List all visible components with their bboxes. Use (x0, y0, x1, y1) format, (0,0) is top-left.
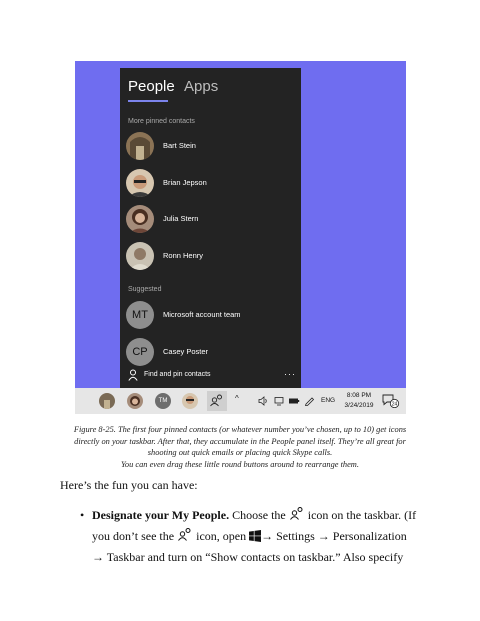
avatar (126, 205, 154, 233)
bullet-item (80, 505, 432, 568)
bullet-line: → Taskbar and turn on “Show contacts on taskbar.” Also specify (92, 550, 404, 564)
tab-apps[interactable]: Apps (184, 78, 219, 95)
figure-caption (55, 424, 425, 470)
volume-icon[interactable] (258, 396, 268, 406)
initials-avatar: MT (126, 301, 154, 329)
pinned-contact-button[interactable] (182, 393, 198, 409)
clock[interactable] (339, 391, 379, 411)
contact-bart-stein[interactable] (126, 132, 296, 162)
bullet-line: Designate your My People. Choose the icon on the taskbar. (If (92, 505, 432, 526)
windows-logo-icon (249, 530, 261, 542)
tab-people[interactable]: People (128, 78, 175, 95)
contact-julia-stern[interactable] (126, 205, 296, 235)
suggested-contact-microsoft[interactable] (126, 301, 296, 331)
people-icon (207, 391, 227, 411)
taskbar (75, 388, 406, 414)
action-center-button[interactable] (382, 394, 400, 408)
caption-line: shooting out quick emails or placing quick Skype calls. (147, 448, 333, 457)
caption-line: directly on your taskbar. After that, they accumulate in the People panel itself. They’re all great for (74, 436, 406, 446)
contact-name: Ronn Henry (163, 251, 204, 260)
pinned-contact-button[interactable] (99, 393, 115, 409)
caption-line: You can even drag these little round buttons around to rearrange them. (121, 459, 359, 469)
initials-avatar: CP (126, 338, 154, 366)
pen-icon[interactable] (304, 395, 315, 406)
caption-line: Figure 8-25. The first four pinned contacts (or whatever number you’ve chosen, up to 10) get icons (73, 425, 407, 434)
contact-name: Microsoft account team (163, 310, 241, 319)
chevron-up-icon[interactable]: ^ (235, 394, 239, 403)
contact-ronn-henry[interactable] (126, 242, 296, 272)
active-tab-indicator (128, 100, 168, 102)
avatar (126, 169, 154, 197)
clock-date: 3/24/2019 (344, 402, 374, 409)
contact-brian-jepson[interactable] (126, 169, 296, 199)
bullet-heading: Designate your My People. (92, 508, 230, 522)
notification-count: 24 (391, 401, 398, 408)
contact-name: Bart Stein (163, 141, 196, 150)
bullet-line: you don’t see the icon, open → Settings → Personalization (92, 526, 432, 547)
network-icon[interactable] (274, 396, 284, 406)
more-options-icon[interactable]: ··· (284, 369, 296, 379)
contact-name: Brian Jepson (163, 178, 207, 187)
people-icon (289, 505, 305, 521)
find-contacts-label: Find and pin contacts (144, 371, 211, 378)
people-panel-screenshot (75, 61, 406, 414)
bullet-dot: • (80, 508, 85, 522)
person-icon (128, 369, 138, 381)
language-indicator[interactable]: ENG (321, 397, 336, 404)
pinned-contact-button[interactable]: TM (155, 393, 171, 409)
pinned-contact-button[interactable] (127, 393, 143, 409)
suggested-label: Suggested (128, 286, 162, 293)
clock-time: 8:08 PM (346, 392, 372, 399)
contact-name: Casey Poster (163, 347, 209, 356)
people-icon (177, 526, 193, 542)
find-and-pin-contacts[interactable] (128, 369, 298, 383)
notification-icon (382, 394, 400, 408)
contact-name: Julia Stern (163, 214, 199, 223)
pinned-contacts-label: More pinned contacts (128, 118, 195, 125)
suggested-contact-casey[interactable] (126, 338, 296, 368)
avatar (126, 132, 154, 160)
battery-icon[interactable] (288, 396, 300, 406)
people-panel (120, 68, 301, 388)
avatar (126, 242, 154, 270)
people-taskbar-button[interactable] (207, 391, 227, 411)
intro-paragraph: Here’s the fun you can have: (60, 478, 198, 492)
